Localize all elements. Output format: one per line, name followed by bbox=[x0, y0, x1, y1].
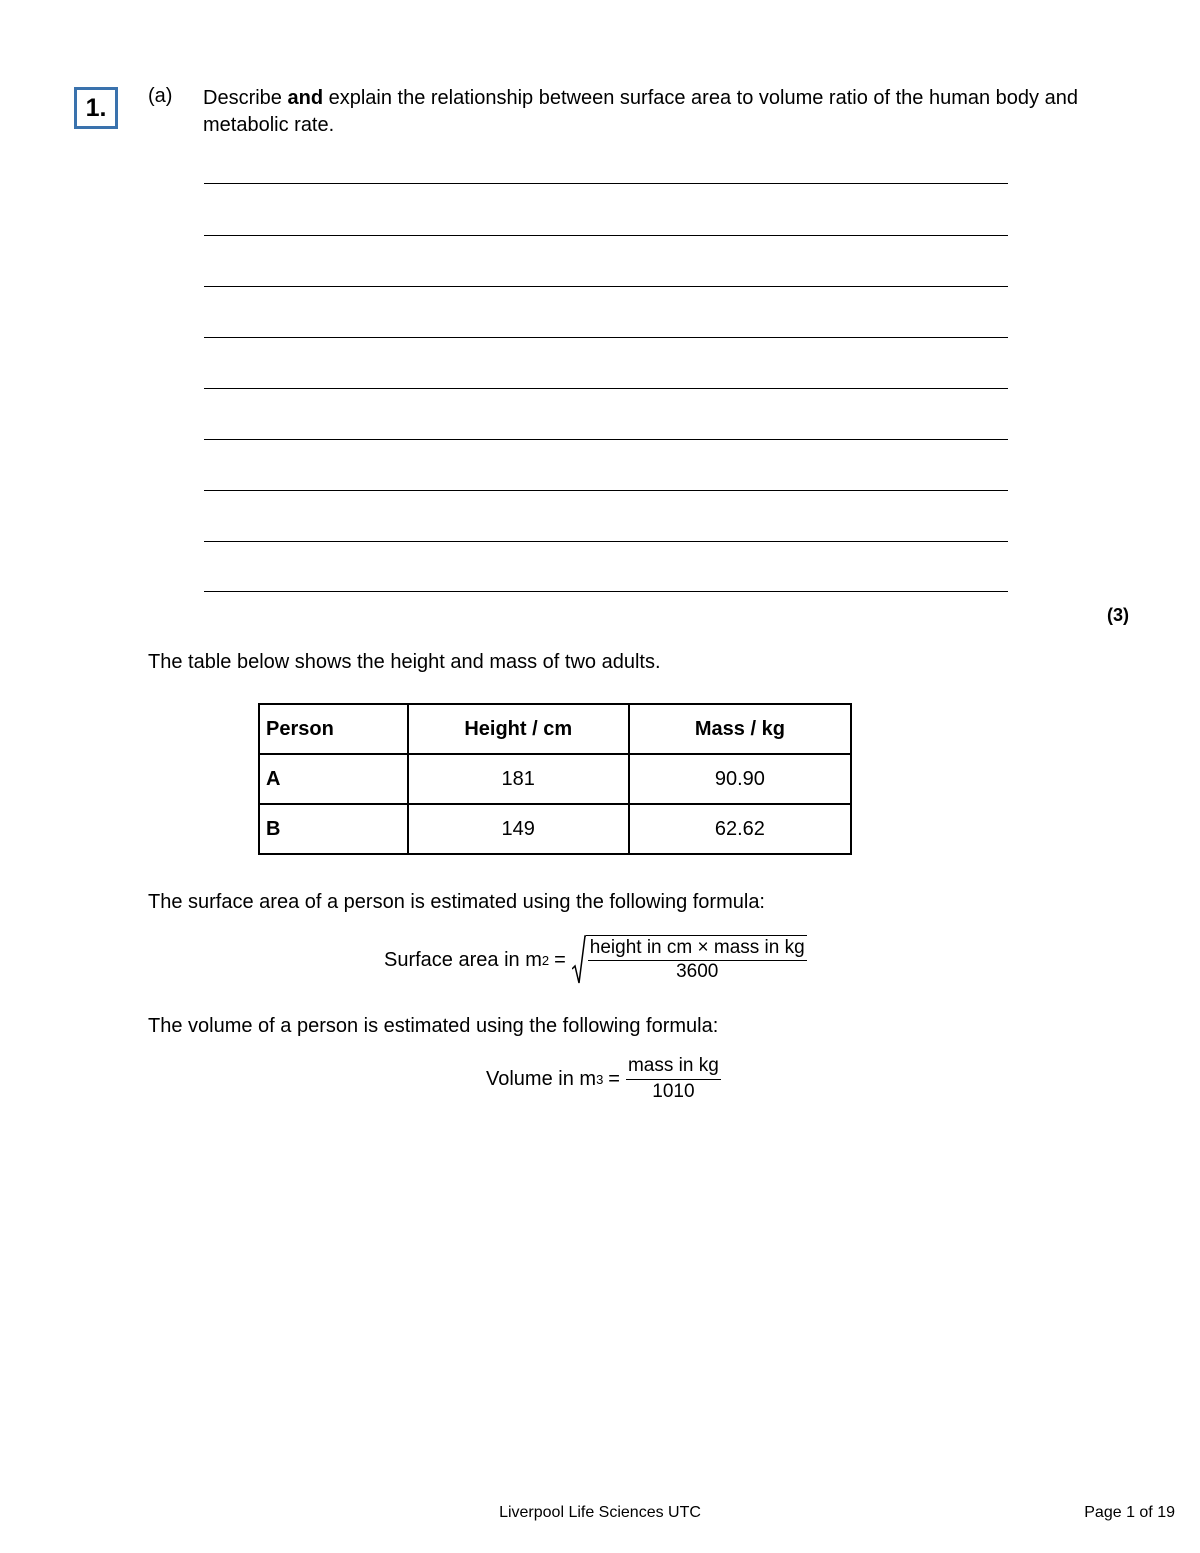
sqrt-icon bbox=[572, 935, 586, 985]
volume-formula bbox=[486, 1055, 721, 1103]
data-table bbox=[258, 703, 852, 855]
footer-school: Liverpool Life Sciences UTC bbox=[499, 1504, 701, 1521]
cell-mass: 90.90 bbox=[629, 754, 851, 804]
answer-line[interactable] bbox=[204, 183, 1008, 184]
volume-denominator: 1010 bbox=[652, 1081, 695, 1102]
sqrt-expression bbox=[572, 935, 807, 985]
volume-lhs: Volume in m bbox=[486, 1067, 597, 1090]
surface-area-denominator: 3600 bbox=[676, 961, 719, 982]
prompt-after: explain the relationship between surface area to volume ratio of the human body and metabolic rate. bbox=[203, 87, 1078, 136]
table-row bbox=[259, 804, 851, 854]
surface-area-equals: = bbox=[554, 948, 566, 971]
volume-numerator: mass in kg bbox=[626, 1055, 721, 1080]
cell-mass: 62.62 bbox=[629, 804, 851, 854]
surface-area-exp: 2 bbox=[541, 952, 550, 968]
volume-fraction bbox=[626, 1055, 721, 1103]
cell-height: 181 bbox=[408, 754, 629, 804]
prompt-bold: and bbox=[287, 87, 324, 109]
table-row bbox=[259, 754, 851, 804]
answer-line[interactable] bbox=[204, 439, 1008, 440]
footer-page-number: Page 1 of 19 bbox=[1084, 1504, 1175, 1521]
prompt-before: Describe bbox=[203, 87, 288, 109]
answer-line[interactable] bbox=[204, 541, 1008, 542]
question-number: 1. bbox=[85, 93, 107, 122]
header-height: Height / cm bbox=[408, 704, 629, 754]
question-number-box bbox=[74, 87, 118, 129]
answer-line[interactable] bbox=[204, 286, 1008, 287]
answer-line[interactable] bbox=[204, 490, 1008, 491]
marks: (3) bbox=[1107, 605, 1129, 625]
surface-area-lhs: Surface area in m bbox=[384, 948, 542, 971]
answer-line[interactable] bbox=[204, 591, 1008, 592]
volume-exp: 3 bbox=[596, 1071, 604, 1087]
cell-person: A bbox=[259, 754, 408, 804]
question-prompt bbox=[203, 85, 1083, 139]
header-mass: Mass / kg bbox=[629, 704, 851, 754]
answer-line[interactable] bbox=[204, 388, 1008, 389]
table-intro: The table below shows the height and mass of two adults. bbox=[148, 651, 661, 673]
surface-area-intro: The surface area of a person is estimated using the following formula: bbox=[148, 891, 765, 913]
answer-line[interactable] bbox=[204, 337, 1008, 338]
volume-equals: = bbox=[608, 1067, 620, 1090]
cell-height: 149 bbox=[408, 804, 629, 854]
header-person: Person bbox=[259, 704, 408, 754]
cell-person: B bbox=[259, 804, 408, 854]
volume-intro: The volume of a person is estimated using the following formula: bbox=[148, 1015, 719, 1037]
surface-area-formula bbox=[384, 935, 807, 985]
part-label: (a) bbox=[148, 85, 173, 107]
table-header-row bbox=[259, 704, 851, 754]
answer-line[interactable] bbox=[204, 235, 1008, 236]
surface-area-numerator: height in cm × mass in kg bbox=[588, 937, 807, 961]
